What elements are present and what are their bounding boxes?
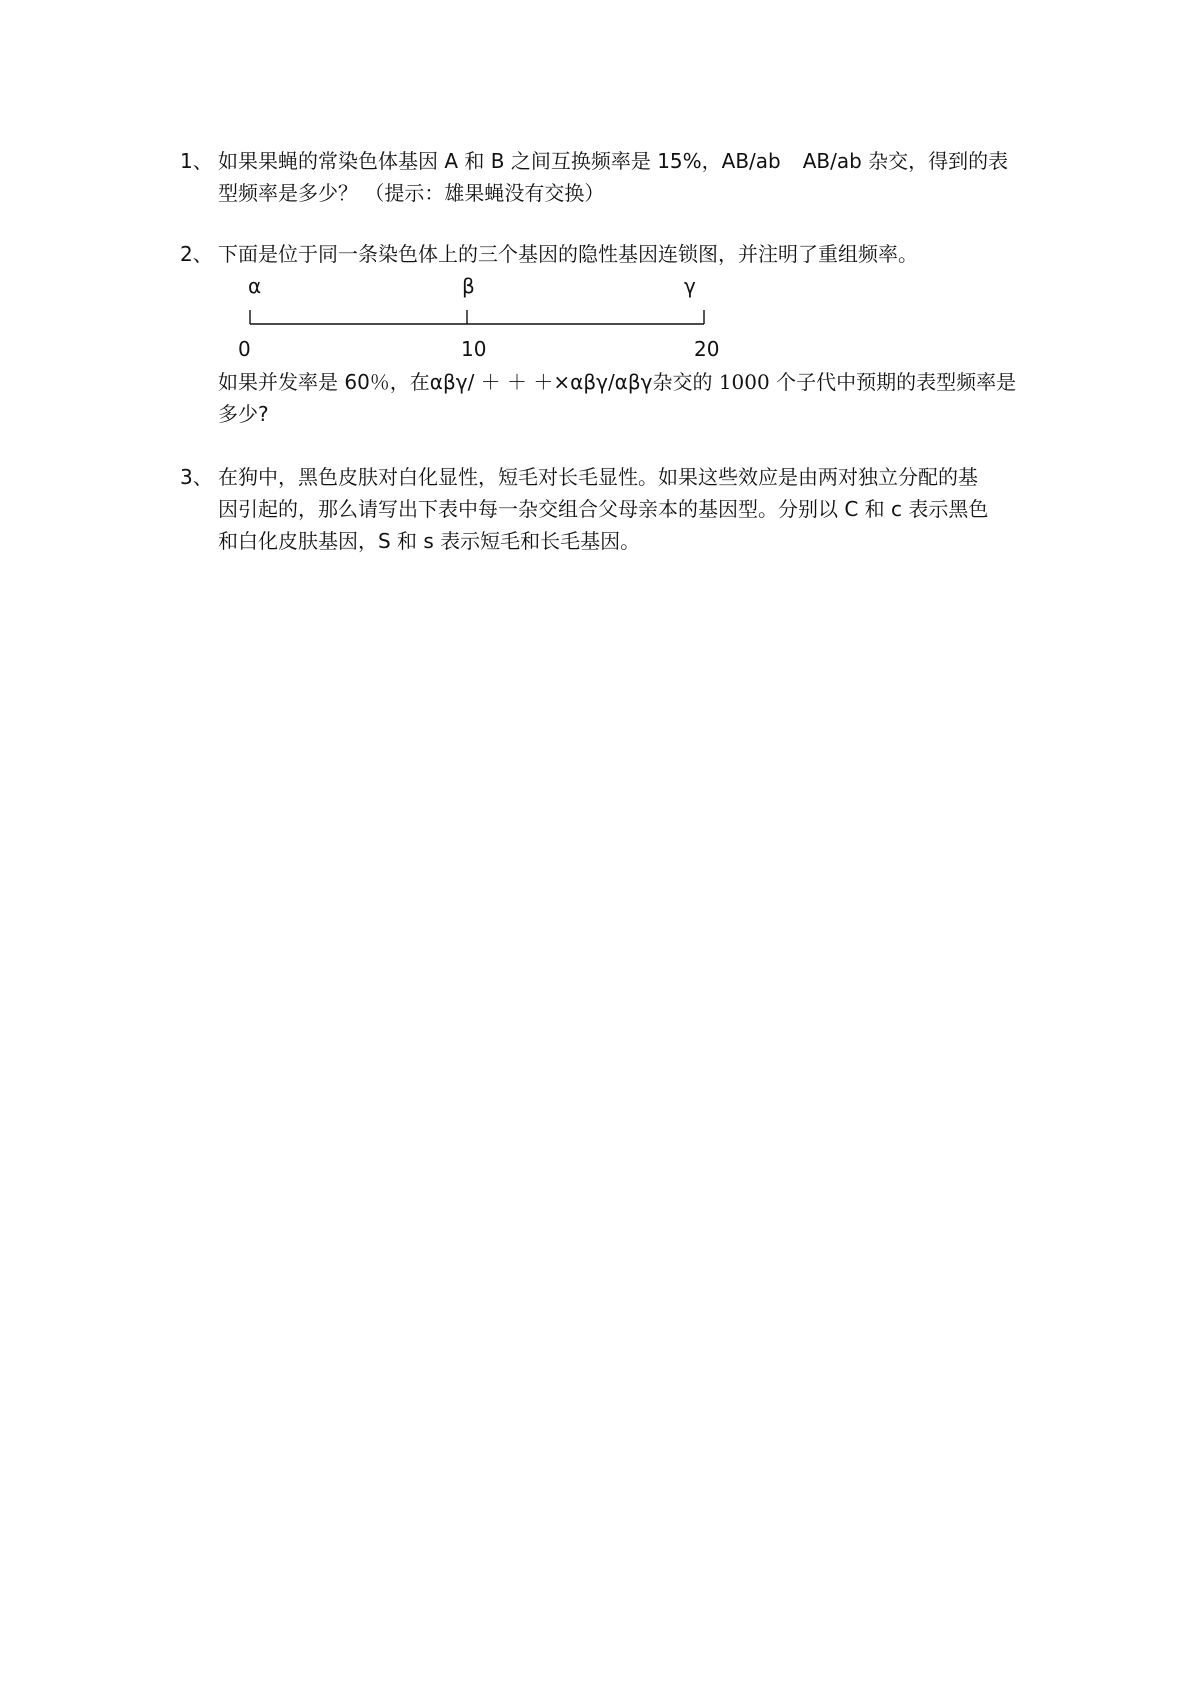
text-line: 型频率是多少？ （提示：雄果蝇没有交换） bbox=[218, 181, 605, 205]
question-text bbox=[218, 366, 1020, 430]
text-number: 1000 bbox=[718, 370, 770, 394]
question-number: 3、 bbox=[180, 465, 213, 489]
text-segment: 个子代中预期的表型频率是 bbox=[776, 370, 1017, 394]
text-line: 下面是位于同一条染色体上的三个基因的隐性基因连锁图，并注明了重组频率。 bbox=[218, 242, 918, 266]
text-line bbox=[218, 366, 1020, 398]
text-line: 和白化皮肤基因，S 和 s 表示短毛和长毛基因。 bbox=[218, 529, 641, 553]
text-segment: 如果并发率是 60％，在αβγ/ ＋ ＋ ＋×αβγ/αβγ杂交的 bbox=[218, 370, 713, 394]
text-segment: 如果果蝇的常染色体基因 A 和 B 之间互换频率是 15%，AB/ab bbox=[218, 149, 781, 173]
gene-label-alpha: α bbox=[248, 274, 262, 298]
question-number: 2、 bbox=[180, 242, 213, 266]
text-line: 因引起的，那么请写出下表中每一杂交组合父母亲本的基因型。分别以 C 和 c 表示黑色 bbox=[218, 497, 989, 521]
tick-label-20: 20 bbox=[694, 337, 720, 361]
linkage-map-line bbox=[0, 0, 1190, 400]
question-text bbox=[218, 461, 1020, 557]
tick-label-0: 0 bbox=[238, 337, 251, 361]
gene-label-gamma: γ bbox=[684, 274, 696, 298]
text-segment: AB/ab 杂交，得到的表 bbox=[802, 149, 1009, 173]
gene-label-beta: β bbox=[462, 274, 475, 298]
text-line: 多少? bbox=[218, 402, 269, 426]
question-number: 1、 bbox=[180, 149, 213, 173]
tick-label-10: 10 bbox=[461, 337, 487, 361]
text-line: 在狗中，黑色皮肤对白化显性，短毛对长毛显性。如果这些效应是由两对独立分配的基 bbox=[218, 465, 978, 489]
